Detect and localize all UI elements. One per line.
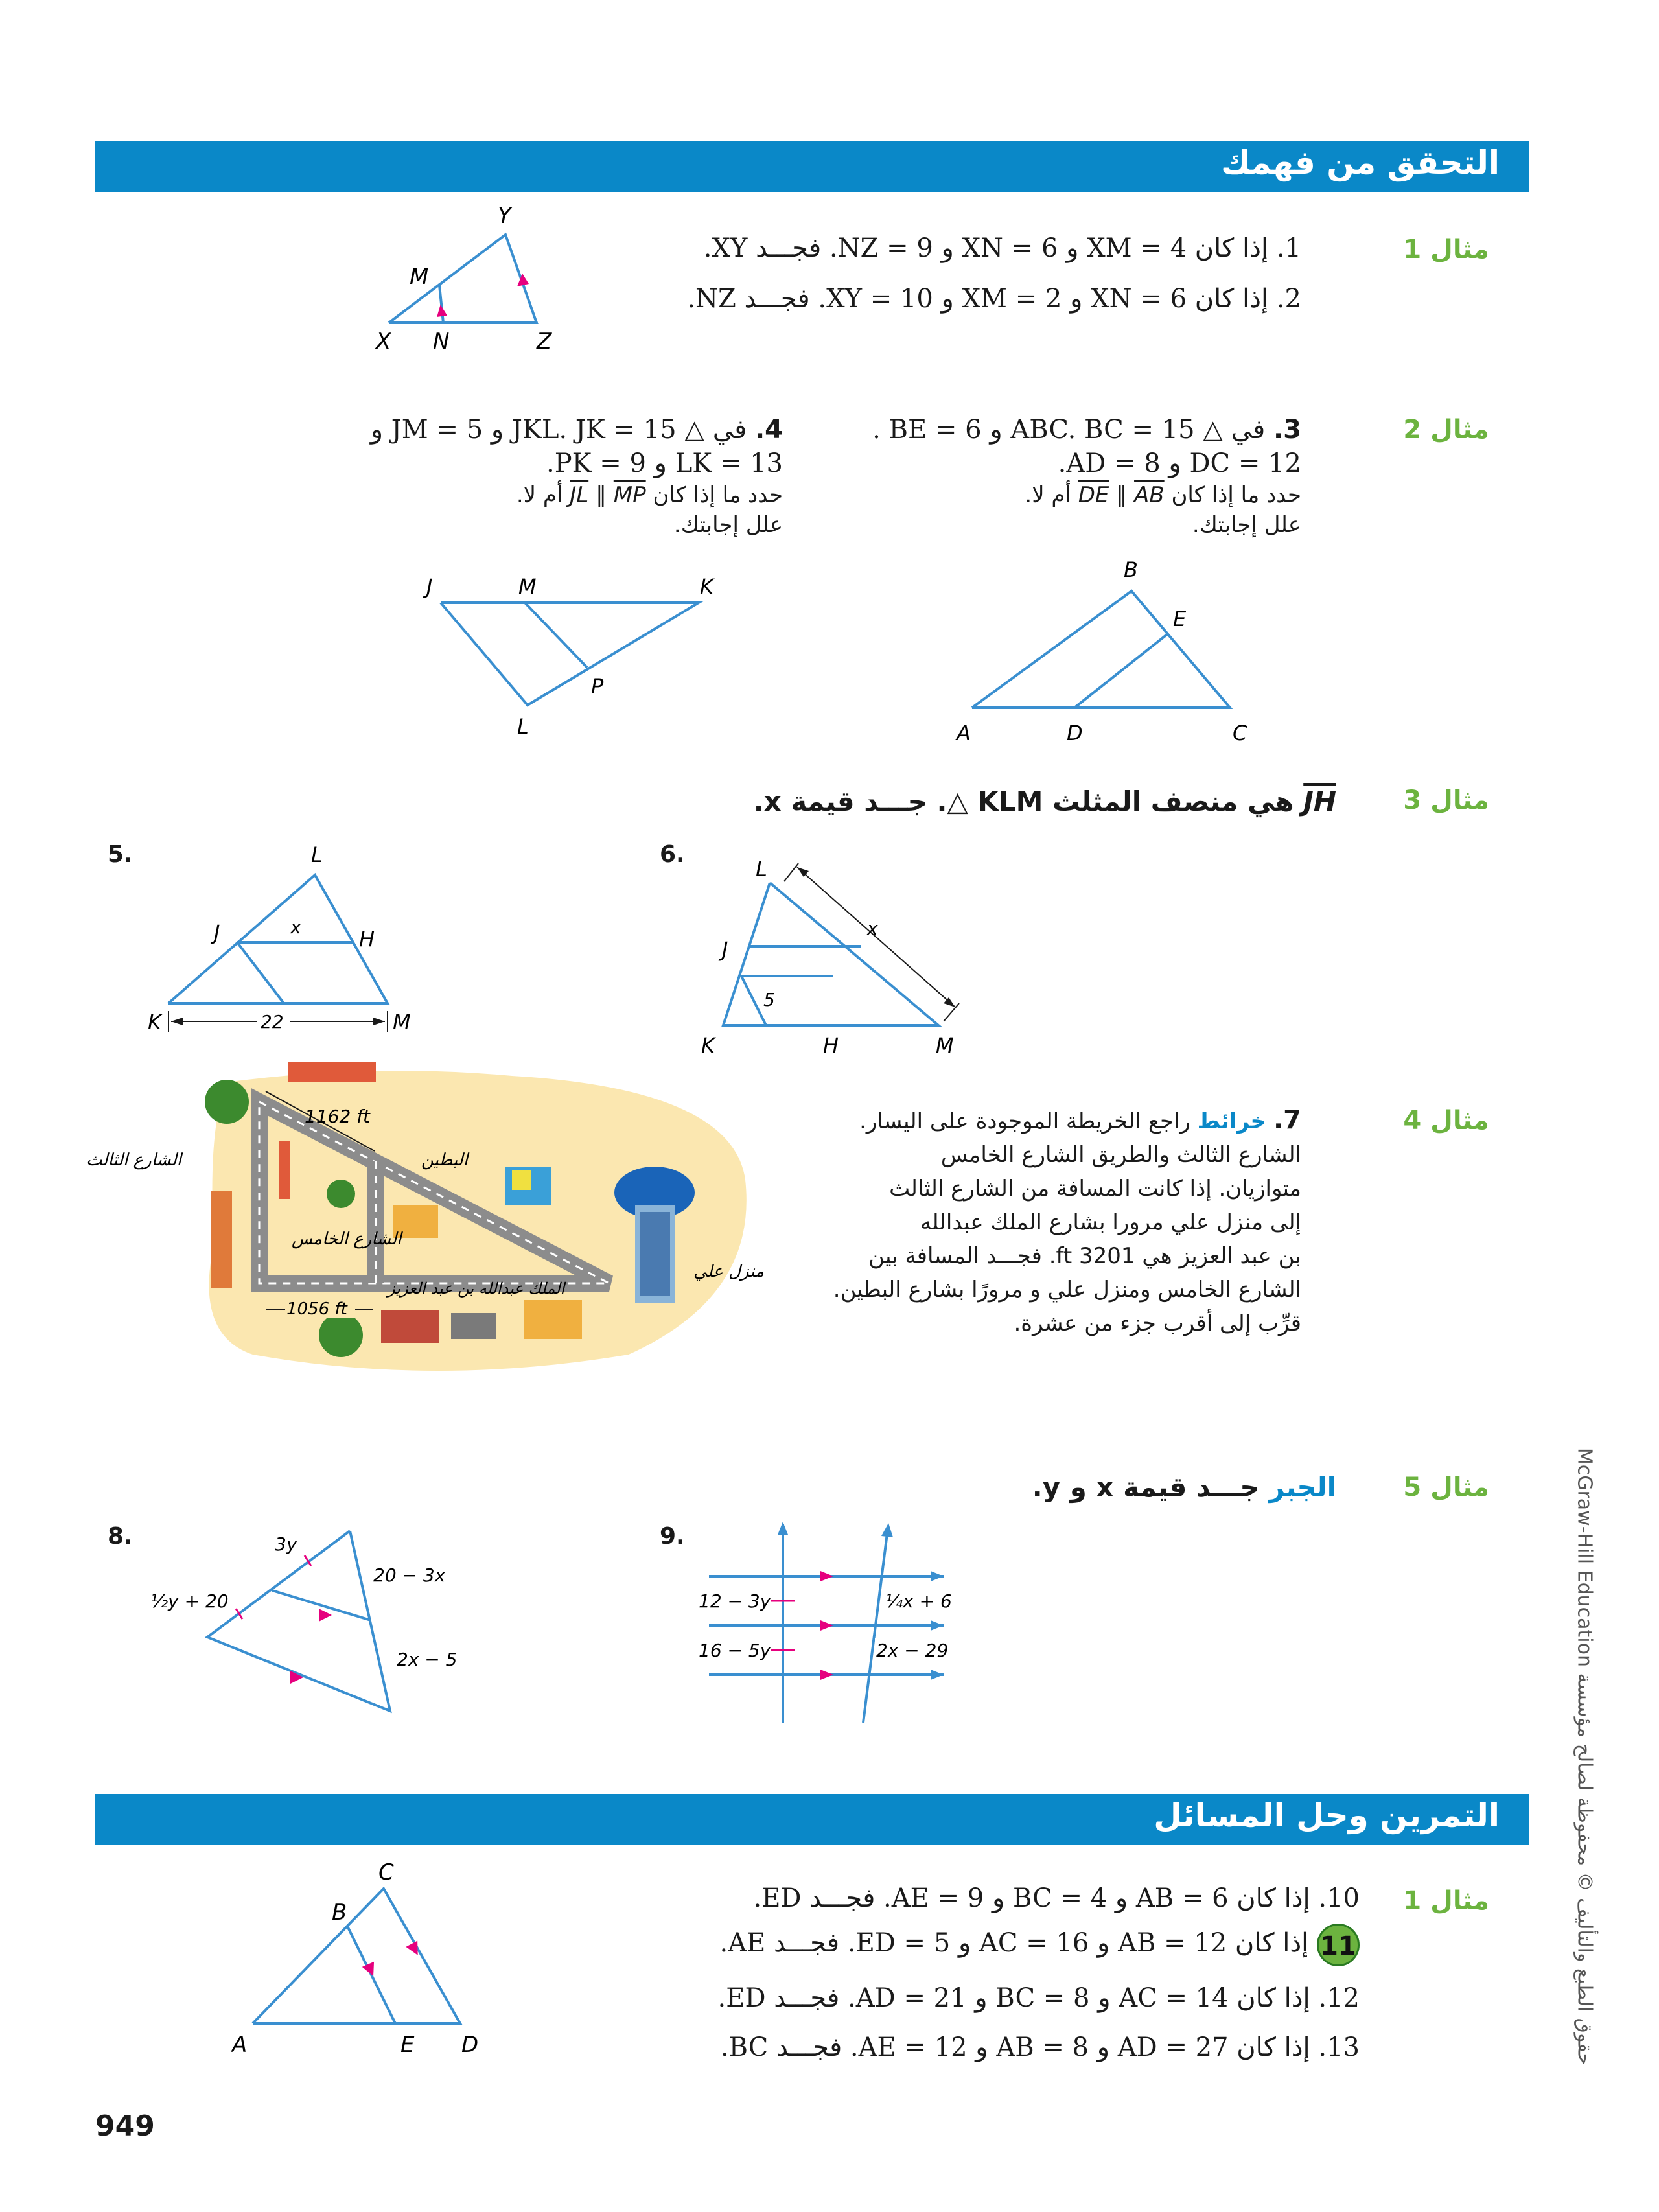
label-J: J	[722, 937, 728, 962]
label-M: M	[936, 1033, 954, 1058]
figure-triangle-jkl	[415, 564, 726, 745]
figure-triangle-xyz	[350, 201, 583, 369]
example-label-practice-1: مثال 1	[1403, 1886, 1489, 1916]
label-K: K	[148, 1010, 161, 1034]
problem-3-line2: DC = 12 و AD = 8.	[1058, 448, 1301, 478]
label-2x-29: 2x − 29	[876, 1640, 949, 1661]
problem-9-number: 9.	[660, 1523, 685, 1550]
problem-4-line3: حدد ما إذا كان JL ∥ MP أم لا.	[516, 482, 783, 508]
problem-6-number: 6.	[660, 841, 685, 868]
map-label-king: الملك عبدالله بن عبد العزيز	[388, 1279, 565, 1298]
problem-12: 12. إذا كان AC = 14 و BC = 8 و AD = 21. فجـــد ED.	[717, 1983, 1360, 2013]
map-label-home: منزل علي	[693, 1262, 765, 1281]
figure-10	[220, 1854, 518, 2067]
label-E: E	[400, 2032, 415, 2058]
label-J: J	[426, 574, 433, 599]
label-B: B	[332, 1900, 347, 1926]
problem-11: 11 إذا كان AB = 12 و AC = 16 و ED = 5. فجـــد AE.	[720, 1924, 1360, 1966]
label-x: x	[867, 918, 878, 939]
problem-1: 1. إذا كان XM = 4 و XN = 6 و NZ = 9. فجـــد XY.	[703, 233, 1301, 263]
label-K: K	[701, 1033, 715, 1058]
label-16-5y: 16 − 5y	[699, 1640, 771, 1661]
problem-3-line4: علل إجابتك.	[1192, 512, 1301, 538]
map-dist-1056: 1056 ft	[286, 1299, 347, 1319]
label-L: L	[517, 714, 529, 739]
figure-triangle-abc	[933, 557, 1283, 752]
example-label-3: مثال 3	[1403, 786, 1489, 815]
map-label-third: الشارع الثالث	[86, 1150, 181, 1170]
map-dist-1162: 1162 ft	[305, 1106, 370, 1127]
label-L: L	[311, 843, 323, 867]
label-C: C	[378, 1859, 394, 1885]
problem-10: 10. إذا كان AB = 6 و BC = 4 و AE = 9. فجـــد ED.	[753, 1883, 1360, 1913]
example-label-4: مثال 4	[1403, 1106, 1489, 1135]
problem-4-line4: علل إجابتك.	[673, 512, 783, 538]
label-X: X	[376, 329, 391, 355]
label-A: A	[232, 2032, 248, 2058]
problem-8-number: 8.	[108, 1523, 133, 1550]
label-M: M	[393, 1010, 411, 1034]
example-label-2: مثال 2	[1403, 415, 1489, 445]
label-M: M	[410, 264, 429, 290]
problem-4	[371, 415, 783, 538]
page-number: 949	[95, 2110, 155, 2143]
label-E: E	[1173, 607, 1187, 631]
problem-heading-5: الجبر جـــد قيمة x و y.	[1032, 1471, 1336, 1503]
problem-2: 2. إذا كان XN = 6 و XM = 2 و XY = 10. فجـــد NZ.	[687, 284, 1301, 314]
map-label-fifth: الشارع الخامس	[292, 1229, 402, 1249]
label-Z: Z	[537, 329, 552, 355]
label-K: K	[700, 574, 713, 599]
problem-5-number: 5.	[108, 841, 133, 868]
label-2x-5: 2x − 5	[397, 1649, 458, 1670]
problem-4-line1: في △ JKL. JK = 15 و JM = 5 و	[370, 415, 747, 445]
label-quarter-x-6: ¼x + 6	[885, 1590, 952, 1612]
problem-3-line3: حدد ما إذا كان DE ∥ AB أم لا.	[1025, 482, 1301, 508]
example-label-1: مثال 1	[1403, 235, 1489, 264]
keyword-algebra: الجبر	[1269, 1471, 1336, 1503]
label-Y: Y	[498, 203, 511, 229]
label-A: A	[957, 721, 971, 745]
label-H: H	[823, 1033, 839, 1058]
section-banner-practice	[95, 1794, 1529, 1845]
problem-3-number: 3.	[1273, 415, 1301, 445]
keyword-maps: خرائط	[1197, 1108, 1267, 1134]
problem-4-number: 4.	[754, 415, 783, 445]
label-22: 22	[261, 1011, 284, 1032]
label-L: L	[756, 857, 767, 881]
problem-4-line2: LK = 13 و PK = 9.	[546, 448, 783, 478]
label-half-y-20: ½y + 20	[150, 1590, 229, 1612]
section-banner-check	[95, 141, 1529, 192]
figure-8	[143, 1523, 505, 1730]
label-N: N	[433, 329, 450, 355]
problem-3	[872, 415, 1301, 538]
problem-7-number: 7.	[1273, 1105, 1301, 1135]
segment-JH: JH	[1303, 786, 1336, 817]
label-M: M	[518, 574, 537, 599]
label-D: D	[461, 2032, 479, 2058]
problem-7: 7. خرائط راجع الخريطة الموجودة على اليسار. الشارع الثالث والطريق الشارع الخامس متوازيان. إذا كانت المسافة من الشارع الثالث إلى منزل علي مرورا بشارع الملك عبدالله بن عبد العزيز هي 3201 ft. فجـــد المسافة بين الشارع الخامس ومنزل علي و مرورًا بشارع البطين. قرِّب إلى أقرب جزء من عشرة.	[833, 1105, 1301, 1336]
figure-map	[86, 1050, 765, 1387]
section-title-check: التحقق من فهمك	[1220, 144, 1500, 181]
problem-13: 13. إذا كان AD = 27 و AB = 8 و AE = 12. فجـــد BC.	[720, 2032, 1360, 2062]
example-label-5: مثال 5	[1403, 1473, 1489, 1502]
label-12-3y: 12 − 3y	[699, 1590, 771, 1612]
problem-11-badge: 11	[1317, 1924, 1360, 1966]
label-H: H	[359, 927, 375, 951]
problem-heading-3: JH هي منصف المثلث KLM △. جـــد قيمة x.	[753, 786, 1336, 817]
label-C: C	[1233, 721, 1247, 745]
label-D: D	[1067, 721, 1083, 745]
problem-3-line1: في △ ABC. BC = 15 و BE = 6 .	[872, 415, 1266, 445]
copyright-sidebar: حقوق الطبع والتأليف © محفوظة لصالح مؤسسة McGraw-Hill Education	[1573, 1447, 1596, 2066]
label-20-3x: 20 − 3x	[373, 1565, 446, 1586]
label-x: x	[290, 916, 301, 938]
label-5: 5	[763, 989, 775, 1010]
section-title-practice: التمرين وحل المسائل	[1154, 1797, 1500, 1834]
map-label-batin: البطين	[421, 1150, 468, 1170]
label-3y: 3y	[275, 1533, 297, 1555]
figure-6	[687, 836, 985, 1069]
figure-9	[687, 1517, 998, 1730]
label-P: P	[591, 674, 604, 699]
label-J: J	[214, 920, 220, 945]
label-B: B	[1124, 557, 1138, 582]
figure-5	[143, 836, 441, 1043]
